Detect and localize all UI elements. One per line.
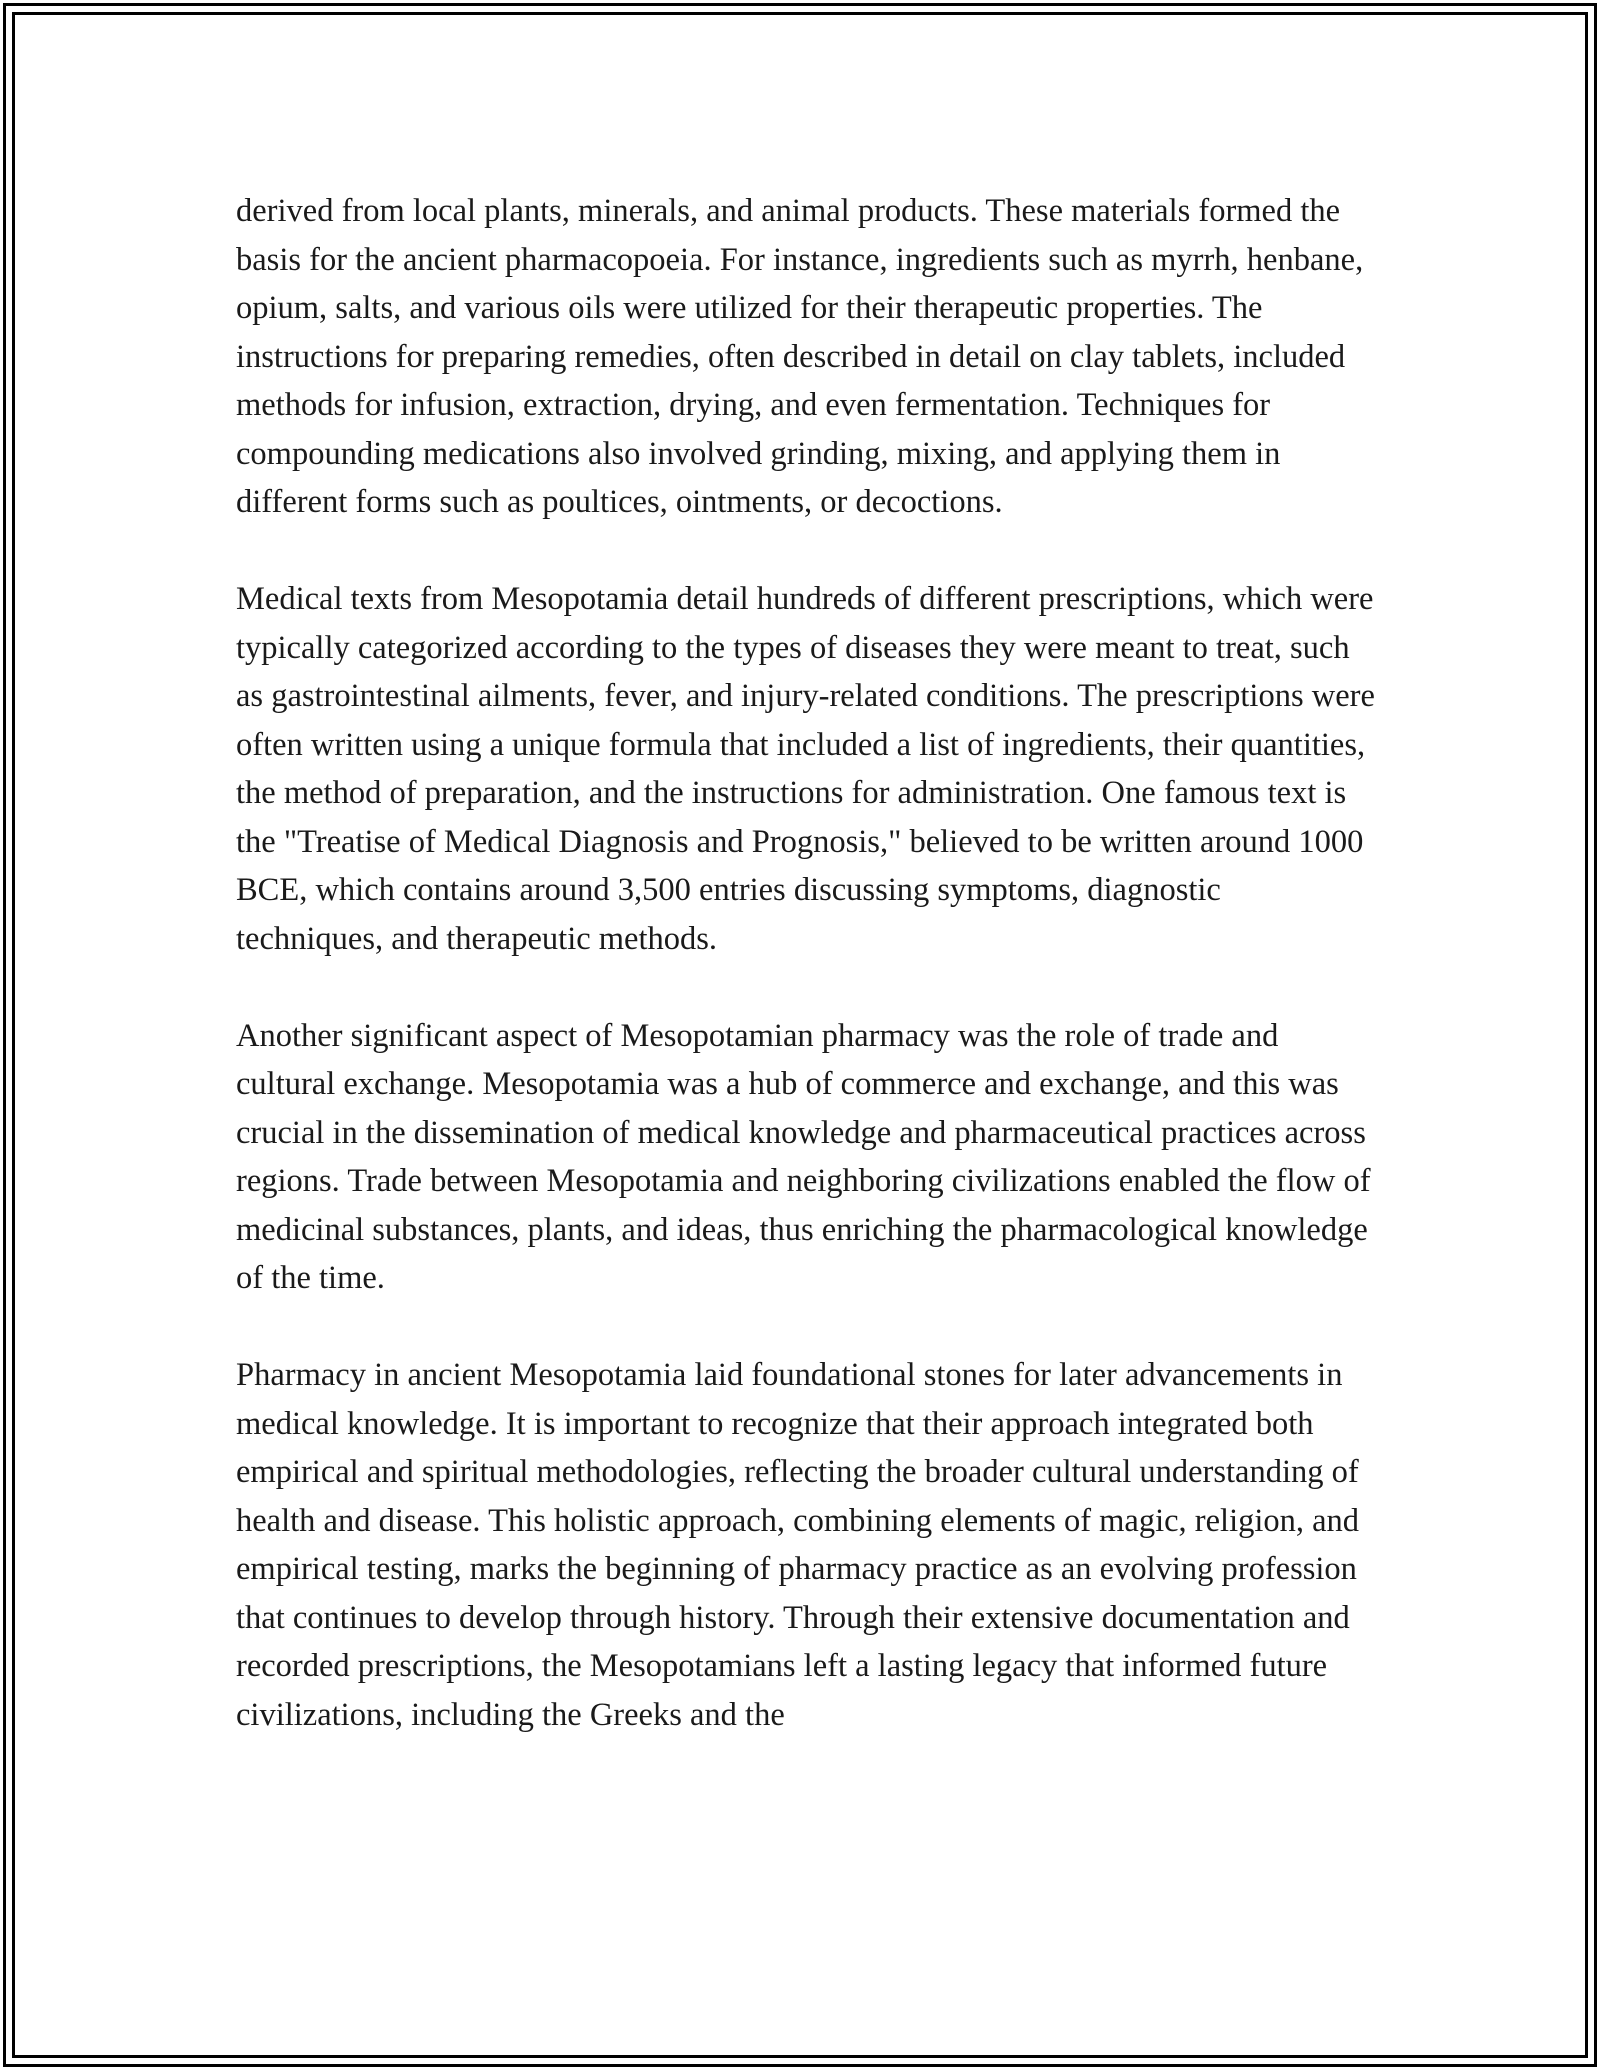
paragraph-trade: Another significant aspect of Mesopotamian pharmacy was the role of trade and cultural exchange. Mesopotamia was a hub of commerce and exchange, and this was crucial in the dissemination of medical knowledge and pharmaceutical practices across regions. Trade between Mesopotamia and neighboring civilizations enabled the flow of medicinal substances, plants, and ideas, thus enriching the pharmacological knowledge of the time. [236, 1017, 1371, 1296]
page-body-text [236, 187, 1376, 1739]
paragraph-medical-texts: Medical texts from Mesopotamia detail hundreds of different prescriptions, which were typically categorized according to the types of diseases they were meant to treat, such as gastrointestinal ailments, fever, and injury-related conditions. The prescriptions were often written using a unique formula that included a list of ingredients, their quantities, the method of preparation, and the instructions for administration. One famous text is the "Treatise of Medical Diagnosis and Prognosis," believed to be written around 1000 BCE, which contains around 3,500 entries discussing symptoms, diagnostic techniques, and therapeutic methods. [236, 581, 1375, 957]
paragraph-ingredients: derived from local plants, minerals, and animal products. These materials formed the basis for the ancient pharmacopoeia. For instance, ingredients such as myrrh, henbane, opium, salts, and various oils were utilized for their therapeutic properties. The instructions for preparing remedies, often described in detail on clay tablets, included methods for infusion, extraction, drying, and even fermentation. Techniques for compounding medications also involved grinding, mixing, and applying them in different forms such as poultices, ointments, or decoctions. [236, 193, 1364, 520]
paragraph-legacy: Pharmacy in ancient Mesopotamia laid foundational stones for later advancements in medical knowledge. It is important to recognize that their approach integrated both empirical and spiritual methodologies, reflecting the broader cultural understanding of health and disease. This holistic approach, combining elements of magic, religion, and empirical testing, marks the beginning of pharmacy practice as an evolving profession that continues to develop through history. Through their extensive documentation and recorded prescriptions, the Mesopotamians left a lasting legacy that informed future civilizations, including the Greeks and the [236, 1357, 1360, 1733]
